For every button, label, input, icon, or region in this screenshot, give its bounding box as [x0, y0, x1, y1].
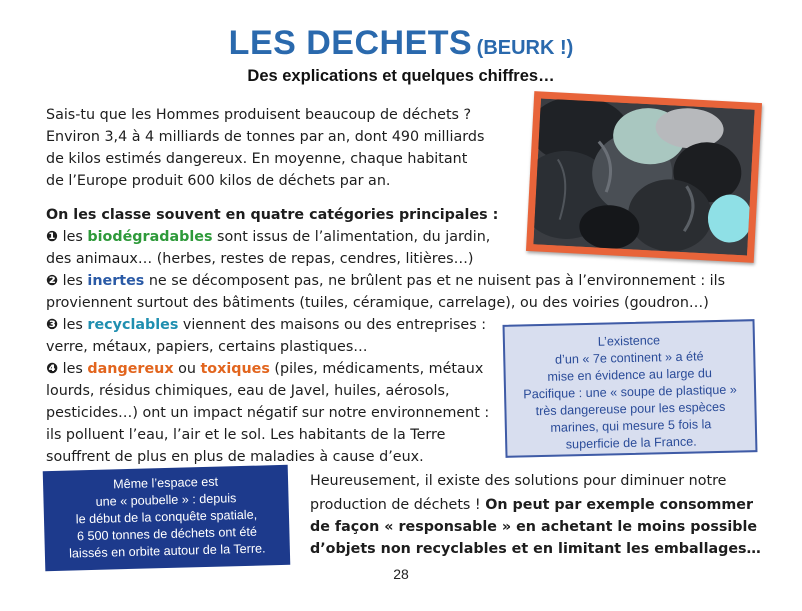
category-4-line-5: souffrent de plus en plus de maladies à cause d’eux. — [46, 449, 424, 465]
space-debris-info-box — [43, 465, 291, 571]
category-1-line-2: des animaux… (herbes, restes de repas, cendres, litières…) — [46, 251, 474, 267]
intro-line-2: Environ 3,4 à 4 milliards de tonnes par an, dont 490 milliards — [46, 129, 485, 145]
title-aside: (BEURK !) — [476, 37, 574, 59]
conclusion-line-4: d’objets non recyclables et en limitant les emballages… — [310, 541, 761, 557]
info-line-6: marines, qui mesure 5 fois la — [550, 417, 712, 435]
category-2-line-2: proviennent surtout des bâtiments (tuiles, céramique, carrelage), ou des voiries (goudron…) — [46, 295, 709, 311]
category-2-post: ne se décomposent pas, ne brûlent pas et ne nuisent pas à l’environnement : ils — [144, 273, 726, 289]
category-4-line-3: pesticides…) ont un impact négatif sur notre environnement : — [46, 405, 490, 421]
category-1-pre: les — [58, 229, 88, 245]
category-1-marker: ❶ — [46, 229, 59, 245]
category-2-marker: ❷ — [46, 273, 59, 289]
intro-line-4: de l’Europe produit 600 kilos de déchets par an. — [46, 173, 391, 189]
category-4-line-4: ils polluent l’eau, l’air et le sol. Les habitants de la Terre — [46, 427, 446, 443]
info-line-2: d’un « 7e continent » a été — [554, 349, 704, 367]
category-3-post: viennent des maisons ou des entreprises : — [178, 317, 487, 333]
category-3-pre: les — [58, 317, 88, 333]
conclusion-line-2 — [310, 494, 753, 516]
page-title — [0, 24, 802, 63]
conclusion-line-2-bold: On peut par exemple consommer — [485, 497, 754, 513]
garbage-bags-photo — [526, 91, 762, 263]
category-1-post: sont issus de l’alimentation, du jardin, — [212, 229, 491, 245]
page-subtitle: Des explications et quelques chiffres… — [247, 67, 555, 85]
category-4-pre: les — [58, 361, 88, 377]
space-line-2: une « poubelle » : depuis — [95, 491, 237, 509]
category-4-line-1 — [46, 358, 483, 380]
page-number: 28 — [393, 566, 409, 582]
space-line-1: Même l’espace est — [112, 474, 219, 492]
space-line-4: 6 500 tonnes de déchets ont été — [76, 524, 258, 544]
term-toxiques: toxiques — [200, 361, 270, 377]
category-3-line-2: verre, métaux, papiers, certains plastiques… — [46, 339, 368, 355]
category-4-post: (piles, médicaments, métaux — [269, 361, 484, 377]
space-line-3: le début de la conquête spatiale, — [75, 507, 258, 527]
term-recyclables: recyclables — [87, 317, 179, 333]
category-4-line-2: lourds, résidus chimiques, eau de Javel, huiles, aérosols, — [46, 383, 450, 399]
title-main: LES DECHETS — [228, 24, 473, 62]
term-dangereux: dangereux — [87, 361, 174, 377]
space-line-5: laissés en orbite autour de la Terre. — [68, 541, 266, 561]
info-line-1: L’existence — [597, 333, 661, 349]
category-2-pre: les — [58, 273, 88, 289]
conclusion-line-1: Heureusement, il existe des solutions pour diminuer notre — [310, 473, 727, 489]
intro-line-3: de kilos estimés dangereux. En moyenne, chaque habitant — [46, 151, 468, 167]
category-3-line-1 — [46, 314, 486, 336]
categories-heading: On les classe souvent en quatre catégories principales : — [46, 207, 499, 223]
conclusion-line-3: de façon « responsable » en achetant le moins possible — [310, 519, 758, 535]
seventh-continent-text — [505, 321, 756, 455]
info-line-7: superficie de la France. — [565, 434, 697, 452]
category-2-line-1 — [46, 270, 725, 292]
category-4-mid: ou — [173, 361, 201, 377]
seventh-continent-info-box — [503, 319, 758, 458]
term-inertes: inertes — [87, 273, 145, 289]
category-1-line-1 — [46, 226, 490, 248]
info-line-4: Pacifique : une « soupe de plastique » — [523, 382, 737, 402]
info-line-3: mise en évidence au large du — [547, 366, 713, 384]
intro-line-1: Sais-tu que les Hommes produisent beaucoup de déchets ? — [46, 107, 472, 123]
info-line-5: très dangereuse pour les espèces — [535, 399, 726, 419]
space-debris-text — [43, 465, 290, 563]
category-4-marker: ❹ — [46, 361, 59, 377]
term-biodegradables: biodégradables — [87, 229, 213, 245]
conclusion-line-2-plain: production de déchets ! — [310, 497, 486, 513]
category-3-marker: ❸ — [46, 317, 59, 333]
